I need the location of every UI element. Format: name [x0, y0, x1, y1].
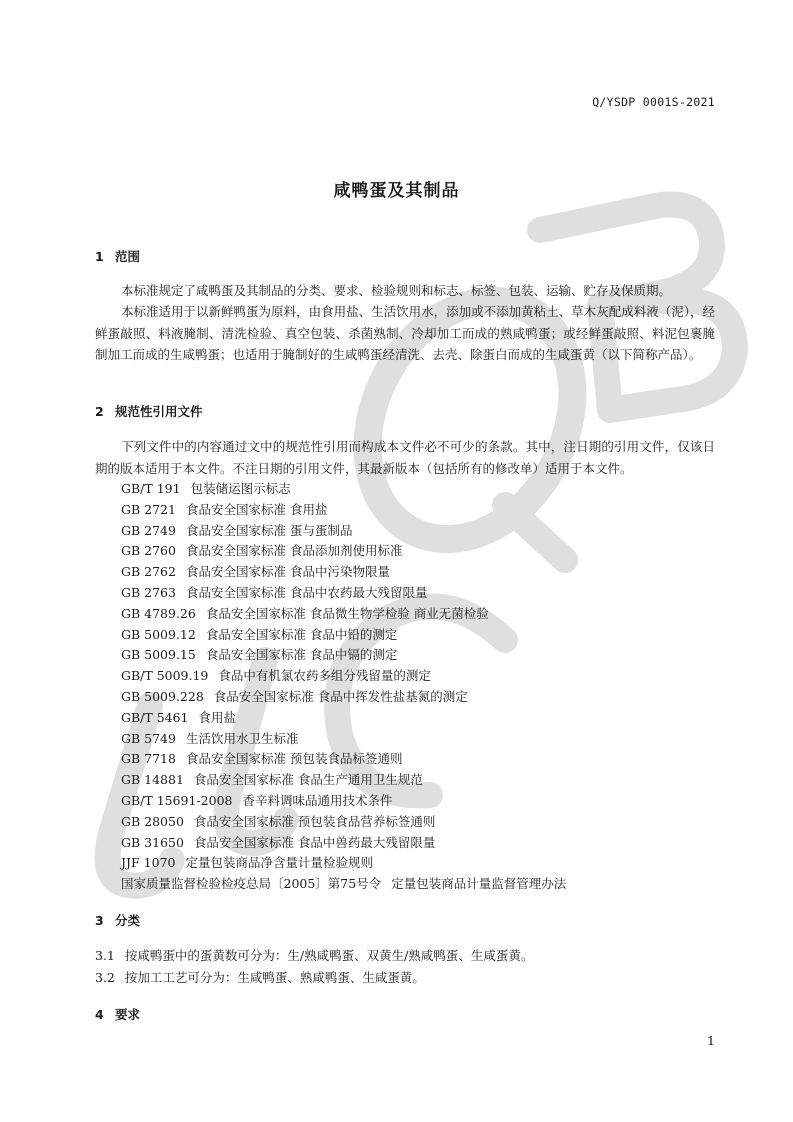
- section-number: 1: [95, 249, 104, 264]
- item-text: 按咸鸭蛋中的蛋黄数可分为：生/熟咸鸭蛋、双黄生/熟咸鸭蛋、生咸蛋黄。: [124, 948, 534, 963]
- reference-code: GB 31650: [121, 834, 184, 850]
- item-text: 按加工工艺可分为：生咸鸭蛋、熟咸鸭蛋、生咸蛋黄。: [124, 970, 425, 985]
- list-item: [121, 749, 566, 770]
- item-number: 3.1: [95, 948, 115, 963]
- reference-code: GB 7718: [121, 751, 176, 767]
- reference-code: GB 2762: [121, 564, 176, 580]
- section-heading-classification: [95, 911, 140, 929]
- reference-code: GB 28050: [121, 813, 184, 829]
- list-item: [121, 541, 566, 562]
- section-heading-scope: [95, 247, 140, 265]
- list-item: [121, 583, 566, 604]
- section-heading-requirements: [95, 1005, 140, 1023]
- reference-name: 香辛料调味品通用技术条件: [242, 792, 393, 808]
- list-item: [121, 500, 566, 521]
- list-item: [121, 604, 566, 625]
- list-item: [121, 874, 566, 895]
- reference-code: GB 2721: [121, 501, 176, 517]
- section-number: 2: [95, 404, 104, 419]
- reference-code: GB/T 5461: [121, 709, 189, 725]
- list-item: [121, 812, 566, 833]
- reference-code: GB 5749: [121, 730, 176, 746]
- list-item: [121, 479, 566, 500]
- page-number: 1: [707, 1033, 715, 1048]
- list-item: [121, 687, 566, 708]
- section-number: 4: [95, 1007, 104, 1022]
- reference-code: GB 2760: [121, 543, 176, 559]
- section-title: 规范性引用文件: [115, 404, 203, 419]
- reference-name: 食品安全国家标准 食品中铅的测定: [205, 626, 398, 642]
- list-item: [121, 729, 566, 750]
- reference-code: GB 5009.228: [121, 688, 204, 704]
- list-item: [121, 666, 566, 687]
- section-title: 分类: [115, 913, 141, 928]
- list-item: [121, 625, 566, 646]
- reference-code: GB 5009.12: [121, 626, 196, 642]
- list-item: [121, 853, 566, 874]
- scope-paragraph-2: 本标准适用于以新鲜鸭蛋为原料，由食用盐、生活饮用水，添加或不添加黄粘土、草木灰配成料液（泥），经鲜蛋敲照、料液腌制、清洗检验、真空包装、杀菌熟制、冷却加工而成的熟咸鸭蛋；或经鲜蛋敲照、料泥包裹腌制加工而成的生咸鸭蛋；也适用于腌制好的生咸鸭蛋经清洗、去壳、除蛋白而成的生咸蛋黄（以下简称产品）。: [95, 304, 715, 362]
- reference-code: GB/T 5009.19: [121, 668, 209, 684]
- references-intro-paragraph: 下列文件中的内容通过文中的规范性引用而构成本文件必不可少的条款。其中，注日期的引用文件，仅该日期的版本适用于本文件。不注日期的引用文件，其最新版本（包括所有的修改单）适用于本文件。: [95, 439, 715, 476]
- section-number: 3: [95, 913, 104, 928]
- list-item: [121, 562, 566, 583]
- reference-name: 食品安全国家标准 预包装食品标签通则: [185, 751, 403, 767]
- reference-code: JJF 1070: [121, 855, 176, 871]
- reference-code: GB/T 15691-2008: [121, 792, 233, 808]
- reference-name: 食品中有机氯农药多组分残留量的测定: [218, 668, 431, 684]
- reference-code: GB 2763: [121, 584, 176, 600]
- reference-name: 定量包装商品净含量计量检验规则: [185, 855, 373, 871]
- reference-name: 食品安全国家标准 食品中污染物限量: [185, 564, 390, 580]
- reference-name: 食品安全国家标准 食品中农药最大残留限量: [185, 584, 428, 600]
- reference-name: 食品安全国家标准 蛋与蛋制品: [185, 522, 353, 538]
- reference-name: 食品安全国家标准 食品生产通用卫生规范: [193, 772, 423, 788]
- reference-name: 食品安全国家标准 食用盐: [185, 501, 328, 517]
- reference-code: 国家质量监督检验检疫总局〔2005〕第75号令: [121, 876, 382, 892]
- scope-paragraph-1: 本标准规定了咸鸭蛋及其制品的分类、要求、检验规则和标志、标签、包装、运输、贮存及保质期。: [121, 283, 672, 298]
- reference-code: GB 5009.15: [121, 647, 196, 663]
- list-item: [121, 833, 566, 854]
- section-heading-normative-references: [95, 402, 203, 420]
- list-item: [121, 791, 566, 812]
- classification-item-3-1: [95, 946, 533, 964]
- item-number: 3.2: [95, 970, 115, 985]
- list-item: [121, 708, 566, 729]
- reference-code: GB/T 191: [121, 481, 181, 496]
- reference-code: GB 14881: [121, 772, 184, 788]
- reference-name: 食品安全国家标准 食品添加剂使用标准: [185, 543, 403, 559]
- reference-name: 食品安全国家标准 食品微生物学检验 商业无菌检验: [205, 605, 489, 621]
- reference-name: 定量包装商品计量监督管理办法: [391, 876, 567, 892]
- reference-code: GB 2749: [121, 522, 176, 538]
- reference-name: 生活饮用水卫生标准: [185, 730, 299, 746]
- list-item: [121, 645, 566, 666]
- reference-name: 食用盐: [198, 709, 237, 725]
- reference-name: 食品安全国家标准 食品中挥发性盐基氮的测定: [213, 688, 468, 704]
- section-title: 范围: [115, 249, 141, 264]
- reference-code: GB 4789.26: [121, 605, 196, 621]
- section-title: 要求: [115, 1007, 141, 1022]
- reference-list: [121, 479, 566, 895]
- reference-name: 食品安全国家标准 食品中兽药最大残留限量: [193, 834, 436, 850]
- reference-name: 食品安全国家标准 食品中镉的测定: [205, 647, 398, 663]
- list-item: [121, 521, 566, 542]
- reference-name: 食品安全国家标准 预包装食品营养标签通则: [193, 813, 436, 829]
- document-title: 咸鸭蛋及其制品: [333, 181, 460, 201]
- classification-item-3-2: [95, 968, 425, 986]
- list-item: [121, 770, 566, 791]
- document-code: Q/YSDP 0001S-2021: [592, 95, 715, 109]
- reference-name: 包装储运图示标志: [190, 481, 291, 496]
